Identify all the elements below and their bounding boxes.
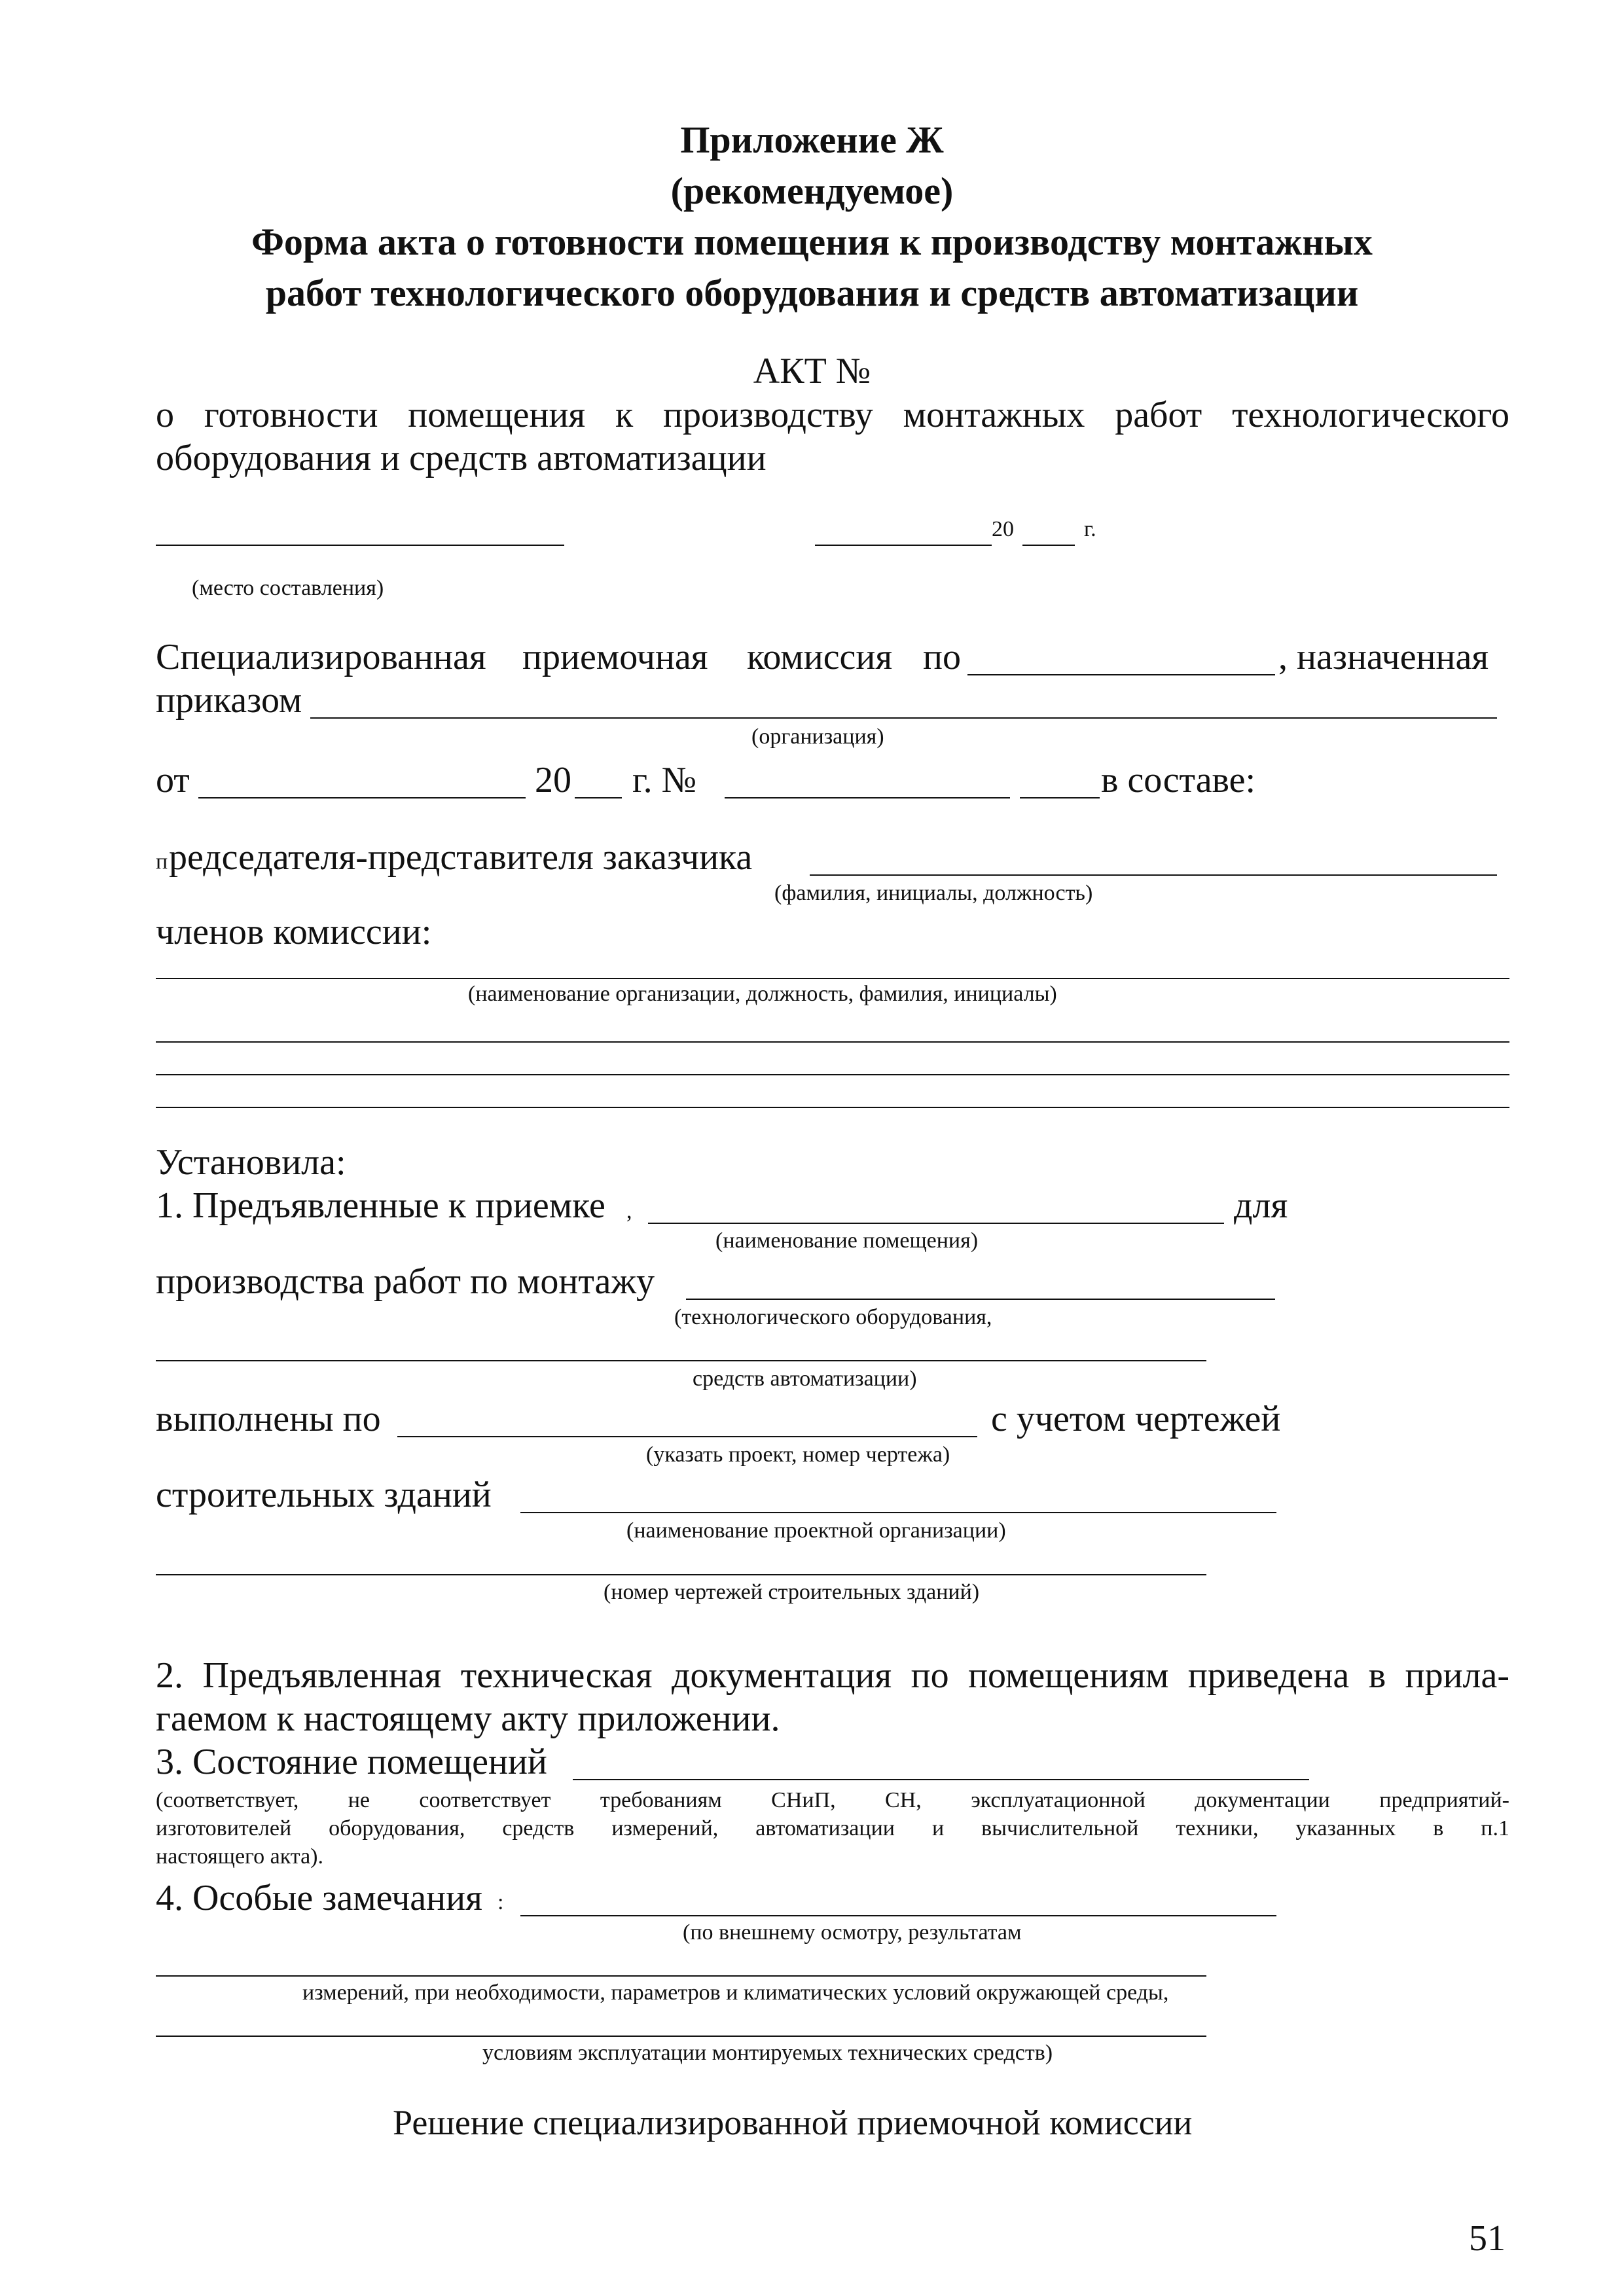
composition-label: в составе: [1101, 760, 1256, 800]
order-label: приказом [156, 680, 302, 721]
members-field-4[interactable] [156, 1107, 1509, 1108]
chairman-label: редседателя-представителя заказчика [169, 837, 753, 878]
drawing-numbers-caption: (номер чертежей строительных зданий) [604, 1580, 980, 1604]
premises-caption: (наименование помещения) [715, 1229, 979, 1253]
order-number-field[interactable] [725, 797, 1010, 798]
item3-caption-line2: изготовителей оборудования, средств измерений, автоматизации и вычислительной техники, указанных в п.1 [156, 1816, 1509, 1840]
year-field[interactable] [575, 797, 622, 798]
date-year-field[interactable] [1022, 545, 1075, 546]
act-subject-line2: оборудования и средств автоматизации [156, 438, 767, 478]
commission-appointed: , назначенная [1278, 637, 1489, 677]
item4-field-3[interactable] [156, 2036, 1206, 2037]
item3-field[interactable] [573, 1779, 1309, 1780]
act-number: АКТ № [753, 351, 871, 391]
from-label: от [156, 760, 190, 800]
commission-by-field[interactable] [967, 674, 1275, 675]
members-field-3[interactable] [156, 1074, 1509, 1075]
done-label: выполнены по [156, 1399, 381, 1439]
item3-caption-line3: настоящего акта). [156, 1844, 323, 1869]
item4-caption-1: (по внешнему осмотру, результатам [683, 1920, 1022, 1945]
project-field[interactable] [397, 1436, 977, 1437]
place-caption: (место составления) [192, 576, 384, 600]
item4-field-1[interactable] [520, 1915, 1276, 1916]
item4-caption-2: измерений, при необходимости, параметров и климатических условий окружающей среды, [302, 1981, 1169, 2005]
works-field[interactable] [686, 1299, 1275, 1300]
item4-colon: : [497, 1890, 504, 1914]
item3-caption-line1: (соответствует, не соответствует требованиям СНиП, СН, эксплуатационной документации предприятий- [156, 1788, 1509, 1812]
drawing-numbers-field[interactable] [156, 1574, 1206, 1575]
commission-word3: комиссия [747, 637, 893, 677]
project-caption: (указать проект, номер чертежа) [646, 1443, 950, 1467]
form-title-line1: Форма акта о готовности помещения к производству монтажных [251, 221, 1373, 263]
place-field[interactable] [156, 545, 564, 546]
item2-line1: 2. Предъявленная техническая документация по помещениям приведена в прила- [156, 1655, 1509, 1696]
from-date-field[interactable] [198, 797, 526, 798]
date-day-field[interactable] [815, 545, 992, 546]
g-no-label: г. № [632, 760, 697, 800]
works-label: производства работ по монтажу [156, 1261, 655, 1302]
chairman-field[interactable] [810, 874, 1497, 876]
order-extra-field[interactable] [1020, 797, 1100, 798]
commission-word1: Специализированная [156, 637, 486, 677]
date-g: г. [1084, 517, 1096, 541]
commission-word4: по [923, 637, 961, 677]
item1-for: для [1234, 1185, 1288, 1226]
item1-label: 1. Предъявленные к приемке [156, 1185, 605, 1226]
item1-comma: , [626, 1199, 632, 1223]
organization-caption: (организация) [751, 725, 884, 749]
commission-word2: приемочная [522, 637, 708, 677]
automation-caption: средств автоматизации) [693, 1367, 917, 1391]
form-title-line2: работ технологического оборудования и средств автоматизации [265, 272, 1359, 314]
appendix-recommended: (рекомендуемое) [670, 170, 954, 212]
chairman-prefix: п [156, 850, 168, 874]
design-org-caption: (наименование проектной организации) [626, 1518, 1006, 1543]
item4-field-2[interactable] [156, 1975, 1206, 1977]
members-field-1[interactable] [156, 978, 1509, 979]
act-subject-line1: о готовности помещения к производству монтажных работ технологического [156, 395, 1509, 435]
item4-label: 4. Особые замечания [156, 1878, 482, 1918]
page-number: 51 [1469, 2218, 1506, 2259]
decision-heading: Решение специализированной приемочной комиссии [393, 2103, 1193, 2142]
automation-field[interactable] [156, 1360, 1206, 1361]
item3-label: 3. Состояние помещений [156, 1742, 547, 1782]
design-org-field[interactable] [520, 1512, 1276, 1513]
year-20: 20 [535, 760, 571, 800]
appendix-title: Приложение Ж [680, 118, 944, 161]
date-20: 20 [992, 517, 1014, 541]
item2-line2: гаемом к настоящему акту приложении. [156, 1698, 780, 1739]
order-field[interactable] [310, 717, 1497, 719]
members-caption: (наименование организации, должность, фамилия, инициалы) [468, 982, 1057, 1006]
item4-caption-3: условиям эксплуатации монтируемых технических средств) [482, 2041, 1053, 2065]
premises-field[interactable] [648, 1223, 1224, 1224]
members-field-2[interactable] [156, 1041, 1509, 1043]
members-label: членов комиссии: [156, 912, 432, 952]
drawings-label: с учетом чертежей [991, 1399, 1281, 1439]
equipment-caption: (технологического оборудования, [674, 1305, 992, 1329]
chairman-caption: (фамилия, инициалы, должность) [774, 881, 1093, 905]
buildings-label: строительных зданий [156, 1475, 492, 1515]
established-heading: Установила: [156, 1142, 346, 1183]
